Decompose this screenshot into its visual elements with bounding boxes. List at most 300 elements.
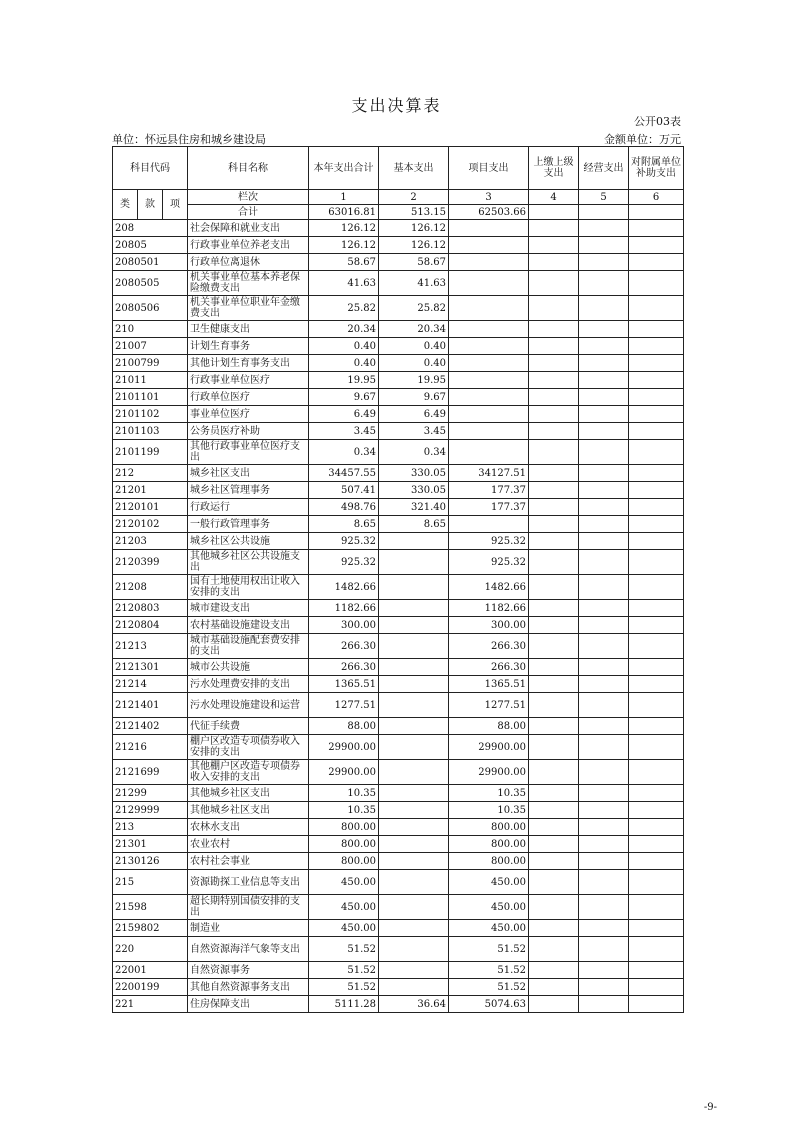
- row-name: 超长期特别国债安排的支出: [188, 895, 309, 920]
- row-code: 208: [113, 220, 188, 237]
- row-code: 2101103: [113, 423, 188, 440]
- row-basic: 330.05: [379, 465, 449, 482]
- row-name: 农业农村: [188, 836, 309, 853]
- page-number: -9-: [703, 1102, 717, 1113]
- row-basic: [379, 676, 449, 693]
- row-total: 51.52: [309, 979, 379, 996]
- row-upper: [529, 718, 579, 735]
- header-code: 科目代码: [113, 147, 188, 190]
- row-name: 棚户区改造专项债券收入安排的支出: [188, 735, 309, 760]
- row-total: 29900.00: [309, 735, 379, 760]
- row-code: 220: [113, 937, 188, 962]
- row-name: 机关事业单位职业年金缴费支出: [188, 296, 309, 321]
- table-row: [113, 482, 684, 499]
- row-operation: [579, 237, 629, 254]
- row-operation: [579, 321, 629, 338]
- row-code: 2100799: [113, 355, 188, 372]
- row-operation: [579, 440, 629, 465]
- row-total: 9.67: [309, 389, 379, 406]
- row-upper: [529, 937, 579, 962]
- row-upper: [529, 676, 579, 693]
- row-name: 行政运行: [188, 499, 309, 516]
- row-name: 其他自然资源事务支出: [188, 979, 309, 996]
- row-code: 21213: [113, 634, 188, 659]
- row-project: 51.52: [449, 979, 529, 996]
- row-name: 制造业: [188, 920, 309, 937]
- row-basic: [379, 937, 449, 962]
- row-project: [449, 355, 529, 372]
- row-total: 34457.55: [309, 465, 379, 482]
- row-project: 177.37: [449, 499, 529, 516]
- table-row: [113, 979, 684, 996]
- row-operation: [579, 802, 629, 819]
- row-name: 机关事业单位基本养老保险缴费支出: [188, 271, 309, 296]
- row-upper: [529, 979, 579, 996]
- row-code: 210: [113, 321, 188, 338]
- row-subsidy: [629, 659, 684, 676]
- row-basic: [379, 895, 449, 920]
- row-basic: 9.67: [379, 389, 449, 406]
- row-upper: [529, 836, 579, 853]
- table-row: [113, 659, 684, 676]
- row-basic: [379, 802, 449, 819]
- row-total: 19.95: [309, 372, 379, 389]
- row-basic: 0.40: [379, 355, 449, 372]
- row-code: 2130126: [113, 853, 188, 870]
- row-operation: [579, 920, 629, 937]
- row-upper: [529, 760, 579, 785]
- row-subsidy: [629, 785, 684, 802]
- row-project: 51.52: [449, 937, 529, 962]
- row-project: 800.00: [449, 819, 529, 836]
- row-upper: [529, 516, 579, 533]
- row-basic: [379, 920, 449, 937]
- row-basic: 41.63: [379, 271, 449, 296]
- row-subsidy: [629, 372, 684, 389]
- row-name: 行政单位离退休: [188, 254, 309, 271]
- row-upper: [529, 389, 579, 406]
- row-basic: 3.45: [379, 423, 449, 440]
- col-number-6: 6: [629, 190, 684, 205]
- row-project: 450.00: [449, 870, 529, 895]
- table-row: [113, 550, 684, 575]
- header-kuan: 款: [138, 190, 163, 220]
- row-basic: 25.82: [379, 296, 449, 321]
- row-total: 41.63: [309, 271, 379, 296]
- row-project: 300.00: [449, 617, 529, 634]
- row-total: 925.32: [309, 550, 379, 575]
- header-subsidy: 对附属单位补助支出: [629, 147, 684, 190]
- row-subsidy: [629, 962, 684, 979]
- row-upper: [529, 920, 579, 937]
- row-name: 其他城乡社区支出: [188, 802, 309, 819]
- row-code: 21203: [113, 533, 188, 550]
- row-code: 2080501: [113, 254, 188, 271]
- row-operation: [579, 575, 629, 600]
- table-row: [113, 575, 684, 600]
- row-subsidy: [629, 321, 684, 338]
- row-upper: [529, 962, 579, 979]
- row-operation: [579, 465, 629, 482]
- expenditure-table: [112, 146, 684, 1013]
- row-total: 450.00: [309, 870, 379, 895]
- table-row: [113, 836, 684, 853]
- row-operation: [579, 499, 629, 516]
- row-project: 1277.51: [449, 693, 529, 718]
- row-total: 450.00: [309, 920, 379, 937]
- row-basic: [379, 760, 449, 785]
- row-upper: [529, 237, 579, 254]
- table-row: [113, 271, 684, 296]
- row-basic: [379, 819, 449, 836]
- row-operation: [579, 550, 629, 575]
- row-upper: [529, 355, 579, 372]
- sum-operation: [579, 205, 629, 220]
- row-subsidy: [629, 465, 684, 482]
- row-project: [449, 406, 529, 423]
- row-operation: [579, 406, 629, 423]
- col-number-3: 3: [449, 190, 529, 205]
- row-total: 126.12: [309, 237, 379, 254]
- row-upper: [529, 254, 579, 271]
- row-name: 行政事业单位医疗: [188, 372, 309, 389]
- row-upper: [529, 406, 579, 423]
- row-upper: [529, 895, 579, 920]
- row-project: 10.35: [449, 785, 529, 802]
- row-name: 其他行政事业单位医疗支出: [188, 440, 309, 465]
- row-code: 2101199: [113, 440, 188, 465]
- table-row: [113, 996, 684, 1013]
- table-row: [113, 870, 684, 895]
- header-upper: 上缴上级支出: [529, 147, 579, 190]
- row-total: 10.35: [309, 785, 379, 802]
- header-lanci: 栏次: [188, 190, 309, 205]
- table-row: [113, 465, 684, 482]
- row-subsidy: [629, 338, 684, 355]
- row-name: 社会保障和就业支出: [188, 220, 309, 237]
- row-name: 城市公共设施: [188, 659, 309, 676]
- row-subsidy: [629, 254, 684, 271]
- row-operation: [579, 634, 629, 659]
- row-upper: [529, 996, 579, 1013]
- row-name: 其他棚户区改造专项债券收入安排的支出: [188, 760, 309, 785]
- sum-subsidy: [629, 205, 684, 220]
- row-code: 2120399: [113, 550, 188, 575]
- row-basic: 0.40: [379, 338, 449, 355]
- row-operation: [579, 220, 629, 237]
- row-upper: [529, 499, 579, 516]
- row-total: 51.52: [309, 962, 379, 979]
- row-total: 1182.66: [309, 600, 379, 617]
- table-row: [113, 735, 684, 760]
- row-total: 266.30: [309, 659, 379, 676]
- row-project: 5074.63: [449, 996, 529, 1013]
- row-upper: [529, 659, 579, 676]
- row-code: 21011: [113, 372, 188, 389]
- row-operation: [579, 355, 629, 372]
- row-name: 城市基础设施配套费安排的支出: [188, 634, 309, 659]
- table-row: [113, 423, 684, 440]
- row-project: 266.30: [449, 634, 529, 659]
- row-code: 21301: [113, 836, 188, 853]
- row-name: 自然资源海洋气象等支出: [188, 937, 309, 962]
- row-subsidy: [629, 533, 684, 550]
- row-operation: [579, 853, 629, 870]
- row-name: 住房保障支出: [188, 996, 309, 1013]
- col-number-1: 1: [309, 190, 379, 205]
- row-project: 800.00: [449, 853, 529, 870]
- table-row: [113, 600, 684, 617]
- row-subsidy: [629, 937, 684, 962]
- row-total: 0.34: [309, 440, 379, 465]
- row-project: [449, 372, 529, 389]
- page-title: 支出决算表: [351, 96, 442, 115]
- row-project: 29900.00: [449, 760, 529, 785]
- row-basic: 330.05: [379, 482, 449, 499]
- row-operation: [579, 372, 629, 389]
- table-row: [113, 693, 684, 718]
- row-code: 20805: [113, 237, 188, 254]
- row-upper: [529, 617, 579, 634]
- row-code: 2080505: [113, 271, 188, 296]
- table-row: [113, 920, 684, 937]
- row-name: 污水处理设施建设和运营: [188, 693, 309, 718]
- row-subsidy: [629, 819, 684, 836]
- row-name: 国有土地使用权出让收入安排的支出: [188, 575, 309, 600]
- row-upper: [529, 634, 579, 659]
- row-project: [449, 237, 529, 254]
- table-row: [113, 499, 684, 516]
- row-operation: [579, 676, 629, 693]
- row-name: 资源勘探工业信息等支出: [188, 870, 309, 895]
- row-code: 212: [113, 465, 188, 482]
- header-basic: 基本支出: [379, 147, 449, 190]
- row-name: 污水处理费安排的支出: [188, 676, 309, 693]
- header-row: [113, 147, 684, 190]
- row-name: 农林水支出: [188, 819, 309, 836]
- column-number-row: [113, 190, 684, 205]
- row-operation: [579, 785, 629, 802]
- row-code: 2101101: [113, 389, 188, 406]
- row-operation: [579, 693, 629, 718]
- row-total: 266.30: [309, 634, 379, 659]
- sum-total: 63016.81: [309, 205, 379, 220]
- row-name: 农村基础设施建设支出: [188, 617, 309, 634]
- row-project: 88.00: [449, 718, 529, 735]
- row-project: 1482.66: [449, 575, 529, 600]
- row-operation: [579, 819, 629, 836]
- row-project: 800.00: [449, 836, 529, 853]
- row-subsidy: [629, 600, 684, 617]
- row-total: 800.00: [309, 836, 379, 853]
- money-unit-label: 金额单位：万元: [604, 133, 681, 146]
- table-row: [113, 785, 684, 802]
- row-upper: [529, 693, 579, 718]
- col-number-2: 2: [379, 190, 449, 205]
- row-total: 29900.00: [309, 760, 379, 785]
- row-subsidy: [629, 271, 684, 296]
- row-project: [449, 440, 529, 465]
- table-row: [113, 237, 684, 254]
- row-code: 2129999: [113, 802, 188, 819]
- row-code: 2101102: [113, 406, 188, 423]
- row-code: 2121402: [113, 718, 188, 735]
- row-project: 450.00: [449, 920, 529, 937]
- row-operation: [579, 482, 629, 499]
- row-basic: [379, 962, 449, 979]
- sum-basic: 513.15: [379, 205, 449, 220]
- row-code: 22001: [113, 962, 188, 979]
- row-subsidy: [629, 482, 684, 499]
- row-basic: 20.34: [379, 321, 449, 338]
- table-row: [113, 406, 684, 423]
- row-project: 925.32: [449, 550, 529, 575]
- row-basic: 6.49: [379, 406, 449, 423]
- row-code: 2200199: [113, 979, 188, 996]
- row-basic: 321.40: [379, 499, 449, 516]
- row-upper: [529, 802, 579, 819]
- row-operation: [579, 423, 629, 440]
- row-operation: [579, 617, 629, 634]
- row-basic: 0.34: [379, 440, 449, 465]
- row-basic: 19.95: [379, 372, 449, 389]
- row-name: 行政单位医疗: [188, 389, 309, 406]
- row-name: 农村社会事业: [188, 853, 309, 870]
- row-project: [449, 271, 529, 296]
- row-project: 925.32: [449, 533, 529, 550]
- row-subsidy: [629, 802, 684, 819]
- row-total: 1365.51: [309, 676, 379, 693]
- row-subsidy: [629, 895, 684, 920]
- row-upper: [529, 220, 579, 237]
- row-subsidy: [629, 617, 684, 634]
- sum-project: 62503.66: [449, 205, 529, 220]
- row-subsidy: [629, 920, 684, 937]
- row-project: 34127.51: [449, 465, 529, 482]
- row-basic: [379, 693, 449, 718]
- row-project: [449, 423, 529, 440]
- table-row: [113, 634, 684, 659]
- row-project: [449, 220, 529, 237]
- row-code: 221: [113, 996, 188, 1013]
- row-subsidy: [629, 516, 684, 533]
- table-row: [113, 355, 684, 372]
- row-name: 其他城乡社区公共设施支出: [188, 550, 309, 575]
- row-total: 8.65: [309, 516, 379, 533]
- row-basic: 126.12: [379, 237, 449, 254]
- row-project: [449, 321, 529, 338]
- row-subsidy: [629, 836, 684, 853]
- row-project: 10.35: [449, 802, 529, 819]
- sum-label: 合计: [188, 205, 309, 220]
- row-code: 2120102: [113, 516, 188, 533]
- table-row: [113, 533, 684, 550]
- row-total: 5111.28: [309, 996, 379, 1013]
- row-project: 266.30: [449, 659, 529, 676]
- row-upper: [529, 465, 579, 482]
- row-code: 2080506: [113, 296, 188, 321]
- row-subsidy: [629, 389, 684, 406]
- row-total: 507.41: [309, 482, 379, 499]
- table-row: [113, 676, 684, 693]
- row-basic: 126.12: [379, 220, 449, 237]
- row-name: 卫生健康支出: [188, 321, 309, 338]
- row-upper: [529, 321, 579, 338]
- table-row: [113, 440, 684, 465]
- table-row: [113, 819, 684, 836]
- row-subsidy: [629, 634, 684, 659]
- row-subsidy: [629, 220, 684, 237]
- row-total: 0.40: [309, 355, 379, 372]
- row-name: 城乡社区管理事务: [188, 482, 309, 499]
- row-upper: [529, 853, 579, 870]
- row-total: 450.00: [309, 895, 379, 920]
- table-row: [113, 802, 684, 819]
- col-number-4: 4: [529, 190, 579, 205]
- row-operation: [579, 271, 629, 296]
- table-row: [113, 962, 684, 979]
- row-operation: [579, 516, 629, 533]
- table-row: [113, 220, 684, 237]
- row-upper: [529, 870, 579, 895]
- row-total: 925.32: [309, 533, 379, 550]
- row-code: 2121401: [113, 693, 188, 718]
- row-basic: [379, 533, 449, 550]
- row-project: [449, 254, 529, 271]
- row-upper: [529, 550, 579, 575]
- row-basic: [379, 600, 449, 617]
- row-total: 498.76: [309, 499, 379, 516]
- row-upper: [529, 819, 579, 836]
- row-project: [449, 338, 529, 355]
- row-name: 自然资源事务: [188, 962, 309, 979]
- row-total: 20.34: [309, 321, 379, 338]
- row-code: 2120803: [113, 600, 188, 617]
- row-project: [449, 389, 529, 406]
- table-row: [113, 296, 684, 321]
- row-upper: [529, 575, 579, 600]
- row-upper: [529, 338, 579, 355]
- row-upper: [529, 372, 579, 389]
- row-total: 1482.66: [309, 575, 379, 600]
- row-project: 51.52: [449, 962, 529, 979]
- row-project: [449, 516, 529, 533]
- row-code: 21007: [113, 338, 188, 355]
- row-code: 213: [113, 819, 188, 836]
- row-basic: [379, 718, 449, 735]
- row-basic: [379, 870, 449, 895]
- row-total: 1277.51: [309, 693, 379, 718]
- table-row: [113, 937, 684, 962]
- row-total: 6.49: [309, 406, 379, 423]
- row-operation: [579, 600, 629, 617]
- row-total: 10.35: [309, 802, 379, 819]
- row-subsidy: [629, 237, 684, 254]
- row-operation: [579, 979, 629, 996]
- row-project: 1182.66: [449, 600, 529, 617]
- row-name: 一般行政管理事务: [188, 516, 309, 533]
- row-name: 其他计划生育事务支出: [188, 355, 309, 372]
- row-subsidy: [629, 423, 684, 440]
- table-row: [113, 516, 684, 533]
- row-upper: [529, 482, 579, 499]
- row-basic: 36.64: [379, 996, 449, 1013]
- row-code: 2121301: [113, 659, 188, 676]
- col-number-5: 5: [579, 190, 629, 205]
- sum-upper: [529, 205, 579, 220]
- row-basic: [379, 575, 449, 600]
- row-upper: [529, 271, 579, 296]
